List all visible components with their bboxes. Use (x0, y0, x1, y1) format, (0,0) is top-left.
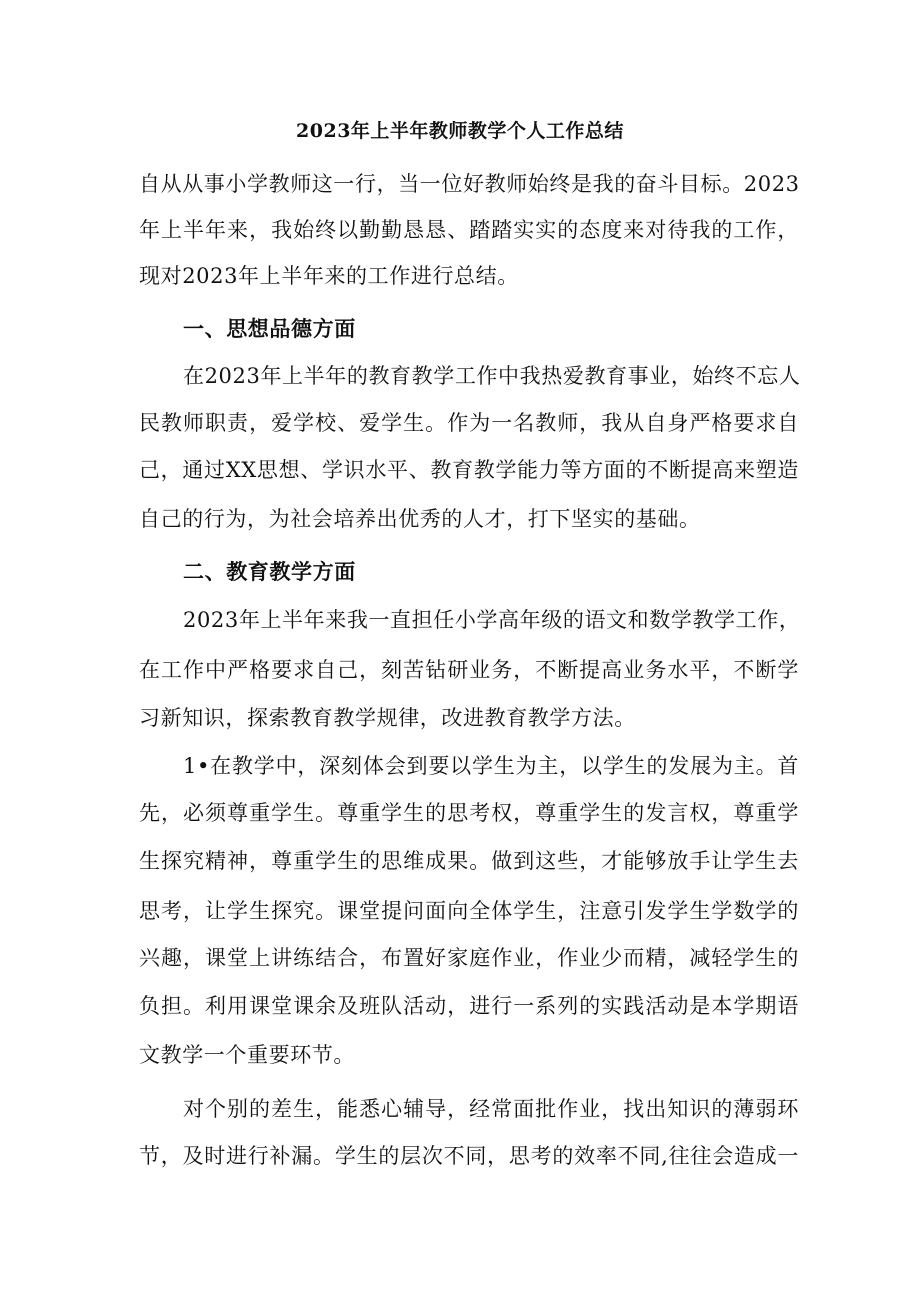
paragraph-teaching-line-1: 2023年上半年来我一直担任小学高年级的语文和数学教学工作， (183, 608, 801, 632)
paragraph-point1-line-7: 文教学一个重要环节。 (139, 1043, 355, 1067)
paragraph-moral-line-3: 己，通过XX思想、学识水平、教育教学能力等方面的不断提高来塑造 (139, 458, 799, 482)
paragraph-point1-line-3: 生探究精神，尊重学生的思维成果。做到这些，才能够放手让学生去 (139, 849, 799, 873)
paragraph-point1-line-4: 思考，让学生探究。课堂提问面向全体学生，注意引发学生学数学的 (139, 899, 799, 923)
paragraph-moral-line-2: 民教师职责，爱学校、爱学生。作为一名教师，我从自身严格要求自 (139, 411, 799, 435)
paragraph-point1-line-6: 负担。利用课堂课余及班队活动，进行一系列的实践活动是本学期语 (139, 994, 799, 1018)
paragraph-tutoring-line-1: 对个别的差生，能悉心辅导，经常面批作业，找出知识的薄弱环 (183, 1097, 799, 1121)
paragraph-teaching-line-2: 在工作中严格要求自己，刻苦钻研业务，不断提高业务水平，不断学 (139, 658, 799, 682)
paragraph-point1-line-2: 先，必须尊重学生。尊重学生的思考权，尊重学生的发言权，尊重学 (139, 801, 799, 825)
paragraph-intro-line-3: 现对2023年上半年来的工作进行总结。 (139, 264, 519, 288)
paragraph-intro-line-1: 自从从事小学教师这一行，当一位好教师始终是我的奋斗目标。2023 (139, 172, 800, 196)
paragraph-intro-line-2: 年上半年来，我始终以勤勤恳恳、踏踏实实的态度来对待我的工作， (139, 218, 799, 242)
paragraph-moral-line-4: 自己的行为，为社会培养出优秀的人才，打下坚实的基础。 (139, 507, 701, 531)
document-title: 2023年上半年教师教学个人工作总结 (296, 120, 624, 142)
paragraph-tutoring-line-2: 节，及时进行补漏。学生的层次不同，思考的效率不同,往往会造成一 (139, 1144, 799, 1168)
paragraph-moral-line-1: 在2023年上半年的教育教学工作中我热爱教育事业，始终不忘人 (183, 364, 801, 388)
paragraph-point1-line-5: 兴趣，课堂上讲练结合，布置好家庭作业，作业少而精，减轻学生的 (139, 946, 799, 970)
section-heading-moral: 一、思想品德方面 (183, 316, 356, 341)
paragraph-teaching-line-3: 习新知识，探索教育教学规律，改进教育教学方法。 (139, 706, 636, 730)
paragraph-point1-line-1: 1•在教学中，深刻体会到要以学生为主，以学生的发展为主。首 (183, 754, 799, 778)
section-heading-teaching: 二、教育教学方面 (183, 559, 356, 584)
